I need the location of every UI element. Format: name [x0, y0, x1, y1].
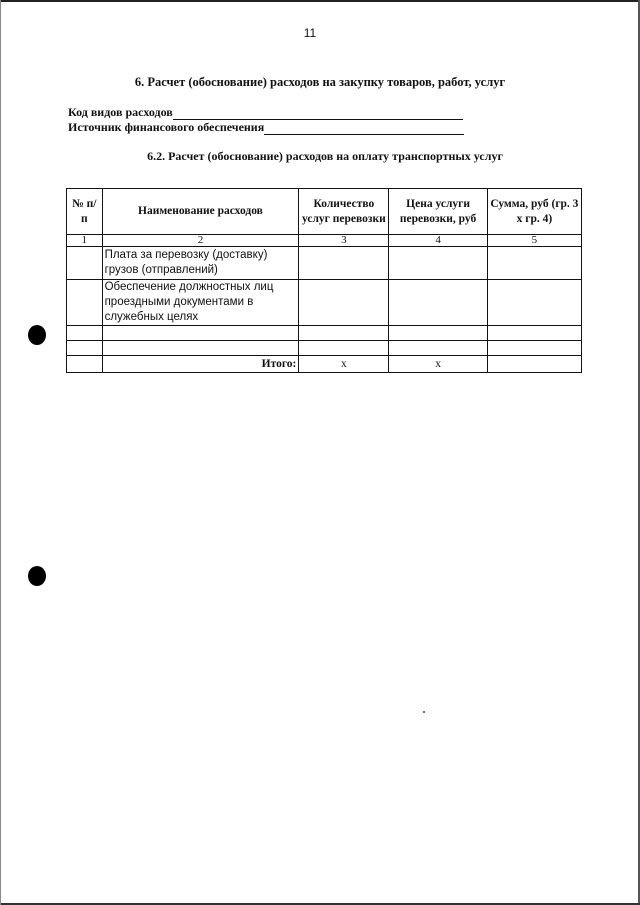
table-row-empty	[67, 341, 582, 356]
total-sum-cell	[487, 356, 581, 373]
row-num-cell	[67, 247, 103, 280]
subsection-title: 6.2. Расчет (обоснование) расходов на оплату транспортных услуг	[147, 149, 503, 163]
table-total-row	[67, 356, 582, 373]
row-price-cell	[389, 247, 487, 280]
row-qty-cell	[299, 280, 389, 326]
column-index-row	[67, 235, 582, 247]
header-num: № п/п	[67, 189, 103, 235]
table-row-empty	[67, 326, 582, 341]
scan-edge-top	[0, 0, 640, 2]
row-price-cell	[389, 280, 487, 326]
page-number: 11	[303, 26, 317, 40]
header-name: Наименование расходов	[102, 189, 299, 235]
scan-speck	[423, 711, 425, 713]
column-index: 5	[487, 235, 581, 247]
header-qty: Количество услуг перевозки	[299, 189, 389, 235]
column-index: 1	[67, 235, 103, 247]
row-sum-cell	[487, 247, 581, 280]
total-label: Итого:	[102, 356, 299, 373]
section-title: 6. Расчет (обоснование) расходов на закупку товаров, работ, услуг	[134, 75, 506, 89]
column-index: 2	[102, 235, 299, 247]
expense-code-label: Код видов расходов	[68, 105, 173, 119]
header-price: Цена услуги перевозки, руб	[389, 189, 487, 235]
column-index: 4	[389, 235, 487, 247]
table-row	[67, 280, 582, 326]
header-sum: Сумма, руб (гр. 3 x гр. 4)	[487, 189, 581, 235]
row-num-cell	[67, 280, 103, 326]
punch-hole	[28, 566, 46, 586]
transport-costs-table	[66, 188, 582, 373]
total-price-cell: x	[389, 356, 487, 373]
total-qty-cell: x	[299, 356, 389, 373]
column-index: 3	[299, 235, 389, 247]
total-num-cell	[67, 356, 103, 373]
table-header-row	[67, 189, 582, 235]
table-row	[67, 247, 582, 280]
funding-source-field	[68, 120, 464, 135]
row-name-cell: Обеспечение должностных лиц проездными документами в служебных целях	[102, 280, 299, 326]
funding-source-blank	[264, 123, 464, 135]
expense-code-blank	[173, 108, 463, 120]
expense-code-field	[68, 105, 463, 120]
row-qty-cell	[299, 247, 389, 280]
row-name-cell: Плата за перевозку (доставку) грузов (отправлений)	[102, 247, 299, 280]
punch-hole	[28, 325, 46, 345]
row-sum-cell	[487, 280, 581, 326]
funding-source-label: Источник финансового обеспечения	[68, 120, 265, 134]
scan-edge-left	[0, 0, 1, 905]
